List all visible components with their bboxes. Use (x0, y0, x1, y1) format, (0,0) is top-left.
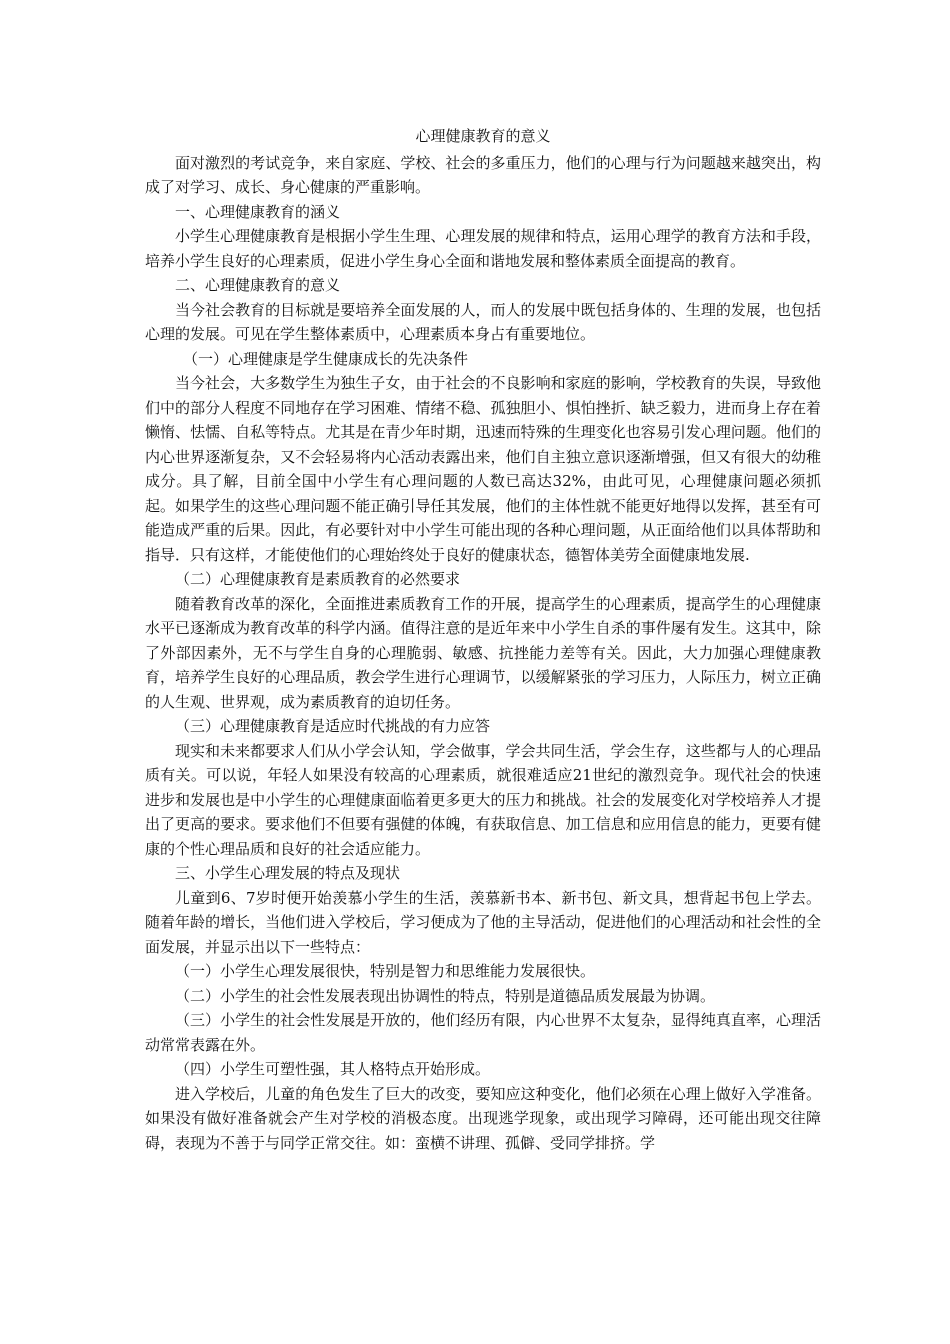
feature-item-1: （一）小学生心理发展很快，特别是智力和思维能力发展很快。 (175, 962, 596, 980)
document-page (145, 124, 821, 1155)
heading-section-3: 三、小学生心理发展的特点及现状 (175, 864, 401, 882)
paragraph-section-3: 儿童到6、7岁时便开始羡慕小学生的生活，羡慕新书本、新书包、新文具，想背起书包上学去。随着年龄的增长，当他们进入学校后，学习便成为了他的主导活动，促进他们的心理活动和社会性的全面发展，并显示出以下一些特点： (145, 888, 821, 956)
heading-section-2: 二、心理健康教育的意义 (175, 276, 341, 294)
heading-section-1: 一、心理健康教育的涵义 (175, 202, 341, 221)
heading-section-2-1: （一）心理健康是学生健康成长的先决条件 (183, 349, 469, 368)
document-title: 心理健康教育的意义 (415, 127, 551, 145)
feature-item-4: （四）小学生可塑性强，其人格特点开始形成。 (175, 1060, 491, 1078)
paragraph-intro: 面对激烈的考试竞争，来自家庭、学校、社会的多重压力，他们的心理与行为问题越来越突出，构成了对学习、成长、身心健康的严重影响。 (145, 153, 821, 196)
paragraph-section-2-3: 现实和未来都要求人们从小学会认知，学会做事，学会共同生活，学会生存，这些都与人的心理品质有关。可以说，年轻人如果没有较高的心理素质，就很难适应21世纪的激烈竞争。现代社会的快速进步和发展也是中小学生的心理健康面临着更多更大的压力和挑战。社会的发展变化对学校培养人才提出了更高的要求。要求他们不但要有强健的体魄，有获取信息、加工信息和应用信息的能力，更要有健康的个性心理品质和良好的社会适应能力。 (145, 741, 821, 858)
paragraph-section-2-2: 随着教育改革的深化，全面推进素质教育工作的开展，提高学生的心理素质，提高学生的心理健康水平已逐渐成为教育改革的科学内涵。值得注意的是近年来中小学生自杀的事件屡有发生。这其中，除了外部因素外，无不与学生自身的心理脆弱、敏感、抗挫能力差等有关。因此，大力加强心理健康教育，培养学生良好的心理品质，教会学生进行心理调节，以缓解紧张的学习压力，人际压力，树立正确的人生观、世界观，成为素质教育的迫切任务。 (145, 594, 821, 711)
paragraph-section-3-cont: 进入学校后，儿童的角色发生了巨大的改变，要知应这种变化，他们必须在心理上做好入学准备。如果没有做好准备就会产生对学校的消极态度。出现逃学现象，或出现学习障碍，还可能出现交往障碍，表现为不善于与同学正常交往。如：蛮横不讲理、孤僻、受同学排挤。学 (145, 1084, 821, 1152)
heading-section-2-3: （三）心理健康教育是适应时代挑战的有力应答 (175, 717, 491, 735)
paragraph-section-2: 当今社会教育的目标就是要培养全面发展的人，而人的发展中既包括身体的、生理的发展，也包括心理的发展。可见在学生整体素质中，心理素质本身占有重要地位。 (145, 300, 821, 343)
heading-section-2-2: （二）心理健康教育是素质教育的必然要求 (175, 570, 461, 588)
paragraph-section-1: 小学生心理健康教育是根据小学生生理、心理发展的规律和特点，运用心理学的教育方法和手段，培养小学生良好的心理素质，促进小学生身心全面和谐地发展和整体素质全面提高的教育。 (145, 227, 821, 270)
feature-item-3: （三）小学生的社会性发展是开放的，他们经历有限，内心世界不太复杂，显得纯真直率，心理活动常常表露在外。 (145, 1011, 821, 1054)
feature-item-2: （二）小学生的社会性发展表现出协调性的特点，特别是道德品质发展最为协调。 (175, 986, 716, 1005)
paragraph-section-2-1: 当今社会，大多数学生为独生子女，由于社会的不良影响和家庭的影响，学校教育的失误，导致他们中的部分人程度不同地存在学习困难、情绪不稳、孤独胆小、惧怕挫折、缺乏毅力，进而身上存在着懒惰、怯懦、自私等特点。尤其是在青少年时期，迅速而特殊的生理变化也容易引发心理问题。他们的内心世界逐渐复杂，又不会轻易将内心活动表露出来，他们自主独立意识逐渐增强，但又有很大的幼稚成分。具了解，目前全国中小学生有心理问题的人数已高达32%，由此可见，心理健康问题必须抓起。如果学生的这些心理问题不能正确引导任其发展，他们的主体性就不能更好地得以发挥，甚至有可能造成严重的后果。因此，有必要针对中小学生可能出现的各种心理问题，从正面给他们以具体帮助和指导．只有这样，才能使他们的心理始终处于良好的健康状态，德智体美劳全面健康地发展. (145, 374, 821, 564)
